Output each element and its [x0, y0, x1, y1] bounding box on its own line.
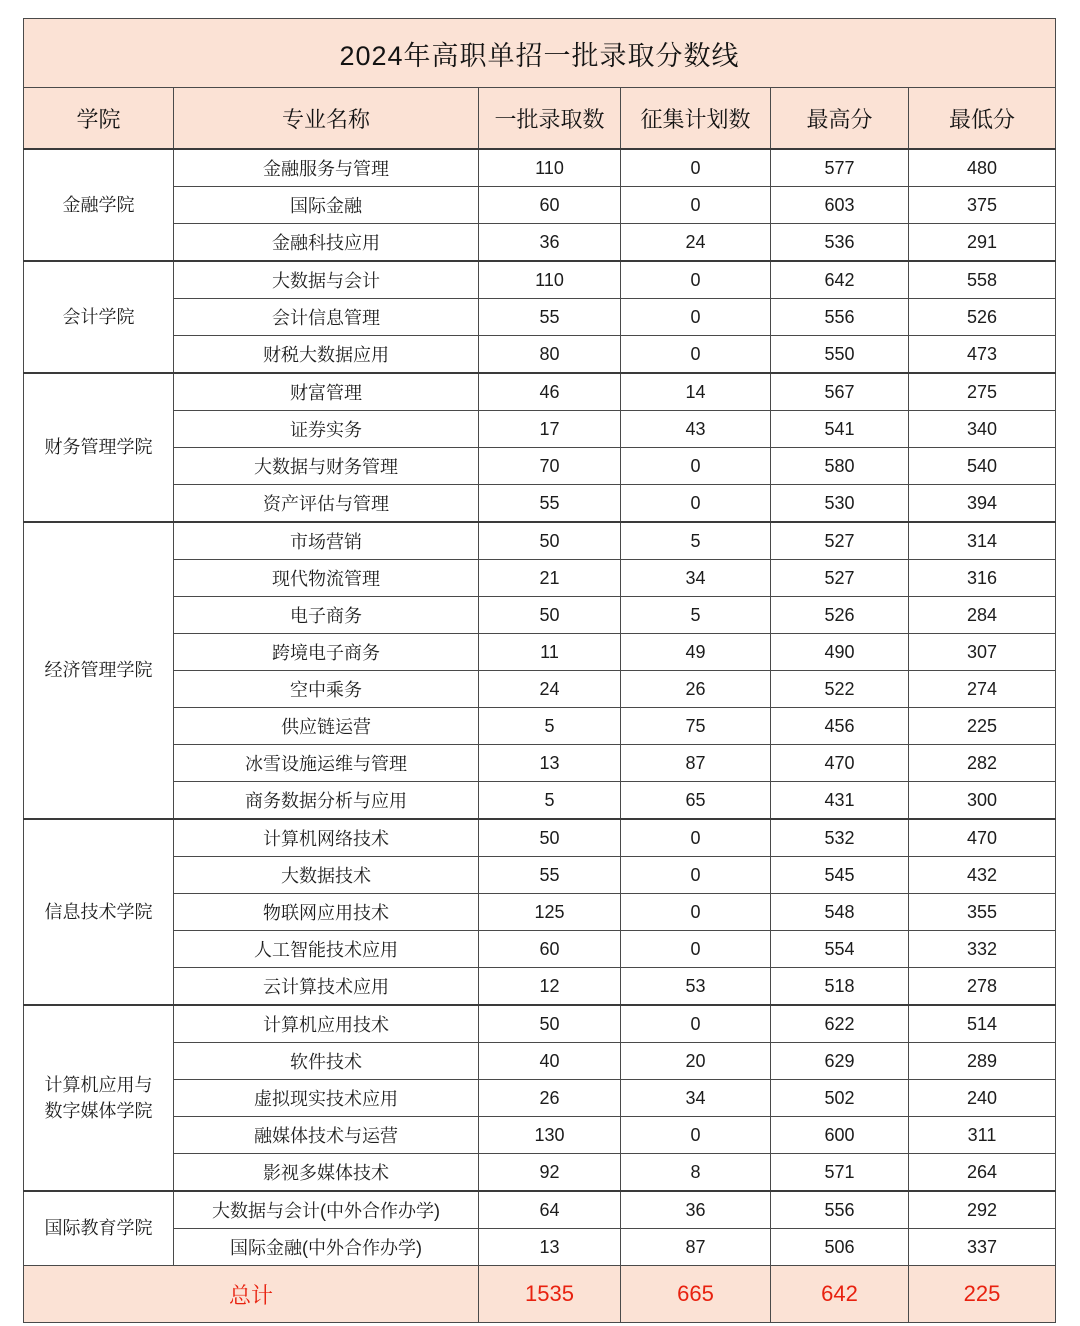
lowest-score-cell: 289 [909, 1043, 1056, 1080]
highest-score-cell: 518 [771, 968, 909, 1006]
admitted-count-cell: 13 [479, 745, 621, 782]
admitted-count-cell: 40 [479, 1043, 621, 1080]
admitted-count-cell: 70 [479, 448, 621, 485]
major-name-cell: 会计信息管理 [174, 299, 479, 336]
lowest-score-cell: 278 [909, 968, 1056, 1006]
table-row [24, 224, 1056, 262]
admitted-count-cell: 13 [479, 1229, 621, 1266]
major-name-cell: 市场营销 [174, 522, 479, 560]
lowest-score-cell: 282 [909, 745, 1056, 782]
table-row [24, 819, 1056, 857]
table-row [24, 1080, 1056, 1117]
highest-score-cell: 431 [771, 782, 909, 820]
highest-score-cell: 526 [771, 597, 909, 634]
major-name-cell: 影视多媒体技术 [174, 1154, 479, 1192]
plan-count-cell: 14 [621, 373, 771, 411]
plan-count-cell: 0 [621, 1117, 771, 1154]
table-row [24, 1229, 1056, 1266]
plan-count-cell: 53 [621, 968, 771, 1006]
total-label-cell: 总计 [24, 1266, 479, 1323]
admitted-count-cell: 130 [479, 1117, 621, 1154]
highest-score-cell: 527 [771, 522, 909, 560]
highest-score-cell: 556 [771, 1191, 909, 1229]
plan-count-cell: 65 [621, 782, 771, 820]
admitted-count-cell: 5 [479, 708, 621, 745]
table-row [24, 261, 1056, 299]
major-name-cell: 金融服务与管理 [174, 149, 479, 187]
lowest-score-cell: 240 [909, 1080, 1056, 1117]
plan-count-cell: 0 [621, 931, 771, 968]
lowest-score-cell: 274 [909, 671, 1056, 708]
table-row [24, 708, 1056, 745]
college-name-cell: 国际教育学院 [24, 1191, 174, 1266]
college-name-cell: 计算机应用与 数字媒体学院 [24, 1005, 174, 1191]
table-row [24, 1043, 1056, 1080]
admitted-count-cell: 12 [479, 968, 621, 1006]
table-row [24, 745, 1056, 782]
table-row [24, 1154, 1056, 1192]
plan-count-cell: 0 [621, 1005, 771, 1043]
admitted-count-cell: 26 [479, 1080, 621, 1117]
admitted-count-cell: 50 [479, 522, 621, 560]
admitted-count-cell: 21 [479, 560, 621, 597]
lowest-score-cell: 225 [909, 708, 1056, 745]
major-name-cell: 融媒体技术与运营 [174, 1117, 479, 1154]
admitted-count-cell: 125 [479, 894, 621, 931]
admitted-count-cell: 60 [479, 187, 621, 224]
admitted-count-cell: 80 [479, 336, 621, 374]
highest-score-cell: 541 [771, 411, 909, 448]
table-row [24, 560, 1056, 597]
plan-count-cell: 0 [621, 336, 771, 374]
highest-score-cell: 530 [771, 485, 909, 523]
highest-score-cell: 527 [771, 560, 909, 597]
college-name-cell: 经济管理学院 [24, 522, 174, 819]
highest-score-cell: 545 [771, 857, 909, 894]
column-header-low: 最低分 [909, 88, 1056, 150]
lowest-score-cell: 311 [909, 1117, 1056, 1154]
major-name-cell: 金融科技应用 [174, 224, 479, 262]
column-header-high: 最高分 [771, 88, 909, 150]
plan-count-cell: 5 [621, 597, 771, 634]
admitted-count-cell: 50 [479, 819, 621, 857]
table-row [24, 597, 1056, 634]
highest-score-cell: 600 [771, 1117, 909, 1154]
college-name-cell: 信息技术学院 [24, 819, 174, 1005]
lowest-score-cell: 337 [909, 1229, 1056, 1266]
major-name-cell: 大数据与会计(中外合作办学) [174, 1191, 479, 1229]
plan-count-cell: 0 [621, 149, 771, 187]
plan-count-cell: 87 [621, 745, 771, 782]
highest-score-cell: 506 [771, 1229, 909, 1266]
title-row [24, 19, 1056, 88]
admitted-count-cell: 24 [479, 671, 621, 708]
admitted-count-cell: 50 [479, 1005, 621, 1043]
highest-score-cell: 490 [771, 634, 909, 671]
major-name-cell: 证券实务 [174, 411, 479, 448]
admitted-count-cell: 36 [479, 224, 621, 262]
highest-score-cell: 548 [771, 894, 909, 931]
table-row [24, 857, 1056, 894]
header-row [24, 88, 1056, 150]
major-name-cell: 大数据与财务管理 [174, 448, 479, 485]
table-row [24, 448, 1056, 485]
plan-count-cell: 0 [621, 187, 771, 224]
table-row [24, 522, 1056, 560]
admitted-count-cell: 60 [479, 931, 621, 968]
plan-count-cell: 0 [621, 894, 771, 931]
major-name-cell: 计算机网络技术 [174, 819, 479, 857]
highest-score-cell: 522 [771, 671, 909, 708]
highest-score-cell: 502 [771, 1080, 909, 1117]
column-header-admitted: 一批录取数 [479, 88, 621, 150]
admitted-count-cell: 55 [479, 857, 621, 894]
lowest-score-cell: 394 [909, 485, 1056, 523]
admitted-count-cell: 55 [479, 485, 621, 523]
plan-count-cell: 43 [621, 411, 771, 448]
table-row [24, 968, 1056, 1006]
plan-count-cell: 0 [621, 261, 771, 299]
table-row [24, 671, 1056, 708]
highest-score-cell: 603 [771, 187, 909, 224]
table-row [24, 336, 1056, 374]
lowest-score-cell: 264 [909, 1154, 1056, 1192]
admitted-count-cell: 92 [479, 1154, 621, 1192]
table-row [24, 299, 1056, 336]
lowest-score-cell: 432 [909, 857, 1056, 894]
table-row [24, 894, 1056, 931]
table-row [24, 373, 1056, 411]
lowest-score-cell: 307 [909, 634, 1056, 671]
lowest-score-cell: 526 [909, 299, 1056, 336]
major-name-cell: 人工智能技术应用 [174, 931, 479, 968]
lowest-score-cell: 355 [909, 894, 1056, 931]
table-row [24, 1005, 1056, 1043]
plan-count-cell: 87 [621, 1229, 771, 1266]
lowest-score-cell: 473 [909, 336, 1056, 374]
highest-score-cell: 571 [771, 1154, 909, 1192]
lowest-score-cell: 275 [909, 373, 1056, 411]
plan-count-cell: 5 [621, 522, 771, 560]
major-name-cell: 资产评估与管理 [174, 485, 479, 523]
major-name-cell: 电子商务 [174, 597, 479, 634]
plan-count-cell: 36 [621, 1191, 771, 1229]
total-highest-cell: 642 [771, 1266, 909, 1323]
highest-score-cell: 470 [771, 745, 909, 782]
major-name-cell: 国际金融(中外合作办学) [174, 1229, 479, 1266]
plan-count-cell: 26 [621, 671, 771, 708]
major-name-cell: 国际金融 [174, 187, 479, 224]
major-name-cell: 冰雪设施运维与管理 [174, 745, 479, 782]
major-name-cell: 财税大数据应用 [174, 336, 479, 374]
table-row [24, 149, 1056, 187]
table-row [24, 485, 1056, 523]
major-name-cell: 现代物流管理 [174, 560, 479, 597]
plan-count-cell: 0 [621, 299, 771, 336]
lowest-score-cell: 291 [909, 224, 1056, 262]
total-lowest-cell: 225 [909, 1266, 1056, 1323]
admitted-count-cell: 11 [479, 634, 621, 671]
plan-count-cell: 0 [621, 485, 771, 523]
plan-count-cell: 0 [621, 857, 771, 894]
plan-count-cell: 34 [621, 560, 771, 597]
plan-count-cell: 8 [621, 1154, 771, 1192]
major-name-cell: 大数据与会计 [174, 261, 479, 299]
admitted-count-cell: 55 [479, 299, 621, 336]
page-title: 2024年高职单招一批录取分数线 [24, 19, 1056, 88]
admitted-count-cell: 5 [479, 782, 621, 820]
lowest-score-cell: 558 [909, 261, 1056, 299]
table-row [24, 411, 1056, 448]
lowest-score-cell: 480 [909, 149, 1056, 187]
plan-count-cell: 75 [621, 708, 771, 745]
major-name-cell: 云计算技术应用 [174, 968, 479, 1006]
table-row [24, 187, 1056, 224]
highest-score-cell: 550 [771, 336, 909, 374]
plan-count-cell: 20 [621, 1043, 771, 1080]
highest-score-cell: 567 [771, 373, 909, 411]
table-body [24, 19, 1056, 1323]
plan-count-cell: 0 [621, 819, 771, 857]
major-name-cell: 供应链运营 [174, 708, 479, 745]
highest-score-cell: 580 [771, 448, 909, 485]
lowest-score-cell: 292 [909, 1191, 1056, 1229]
lowest-score-cell: 514 [909, 1005, 1056, 1043]
lowest-score-cell: 284 [909, 597, 1056, 634]
college-name-cell: 财务管理学院 [24, 373, 174, 522]
major-name-cell: 物联网应用技术 [174, 894, 479, 931]
lowest-score-cell: 300 [909, 782, 1056, 820]
highest-score-cell: 456 [771, 708, 909, 745]
lowest-score-cell: 540 [909, 448, 1056, 485]
major-name-cell: 跨境电子商务 [174, 634, 479, 671]
plan-count-cell: 24 [621, 224, 771, 262]
admitted-count-cell: 50 [479, 597, 621, 634]
lowest-score-cell: 332 [909, 931, 1056, 968]
highest-score-cell: 536 [771, 224, 909, 262]
column-header-major: 专业名称 [174, 88, 479, 150]
total-row [24, 1266, 1056, 1323]
highest-score-cell: 642 [771, 261, 909, 299]
admitted-count-cell: 17 [479, 411, 621, 448]
major-name-cell: 虚拟现实技术应用 [174, 1080, 479, 1117]
major-name-cell: 商务数据分析与应用 [174, 782, 479, 820]
column-header-plan: 征集计划数 [621, 88, 771, 150]
plan-count-cell: 34 [621, 1080, 771, 1117]
lowest-score-cell: 314 [909, 522, 1056, 560]
admitted-count-cell: 110 [479, 149, 621, 187]
major-name-cell: 财富管理 [174, 373, 479, 411]
lowest-score-cell: 316 [909, 560, 1056, 597]
major-name-cell: 空中乘务 [174, 671, 479, 708]
table-row [24, 1191, 1056, 1229]
highest-score-cell: 622 [771, 1005, 909, 1043]
table-row [24, 634, 1056, 671]
highest-score-cell: 577 [771, 149, 909, 187]
table-row [24, 931, 1056, 968]
column-header-college: 学院 [24, 88, 174, 150]
major-name-cell: 软件技术 [174, 1043, 479, 1080]
admitted-count-cell: 64 [479, 1191, 621, 1229]
plan-count-cell: 49 [621, 634, 771, 671]
major-name-cell: 大数据技术 [174, 857, 479, 894]
admitted-count-cell: 110 [479, 261, 621, 299]
highest-score-cell: 532 [771, 819, 909, 857]
highest-score-cell: 556 [771, 299, 909, 336]
plan-count-cell: 0 [621, 448, 771, 485]
table-row [24, 1117, 1056, 1154]
major-name-cell: 计算机应用技术 [174, 1005, 479, 1043]
total-plan-cell: 665 [621, 1266, 771, 1323]
admission-score-table [23, 18, 1056, 1323]
admitted-count-cell: 46 [479, 373, 621, 411]
highest-score-cell: 554 [771, 931, 909, 968]
lowest-score-cell: 470 [909, 819, 1056, 857]
highest-score-cell: 629 [771, 1043, 909, 1080]
college-name-cell: 会计学院 [24, 261, 174, 373]
total-admitted-cell: 1535 [479, 1266, 621, 1323]
table-row [24, 782, 1056, 820]
lowest-score-cell: 375 [909, 187, 1056, 224]
college-name-cell: 金融学院 [24, 149, 174, 261]
lowest-score-cell: 340 [909, 411, 1056, 448]
